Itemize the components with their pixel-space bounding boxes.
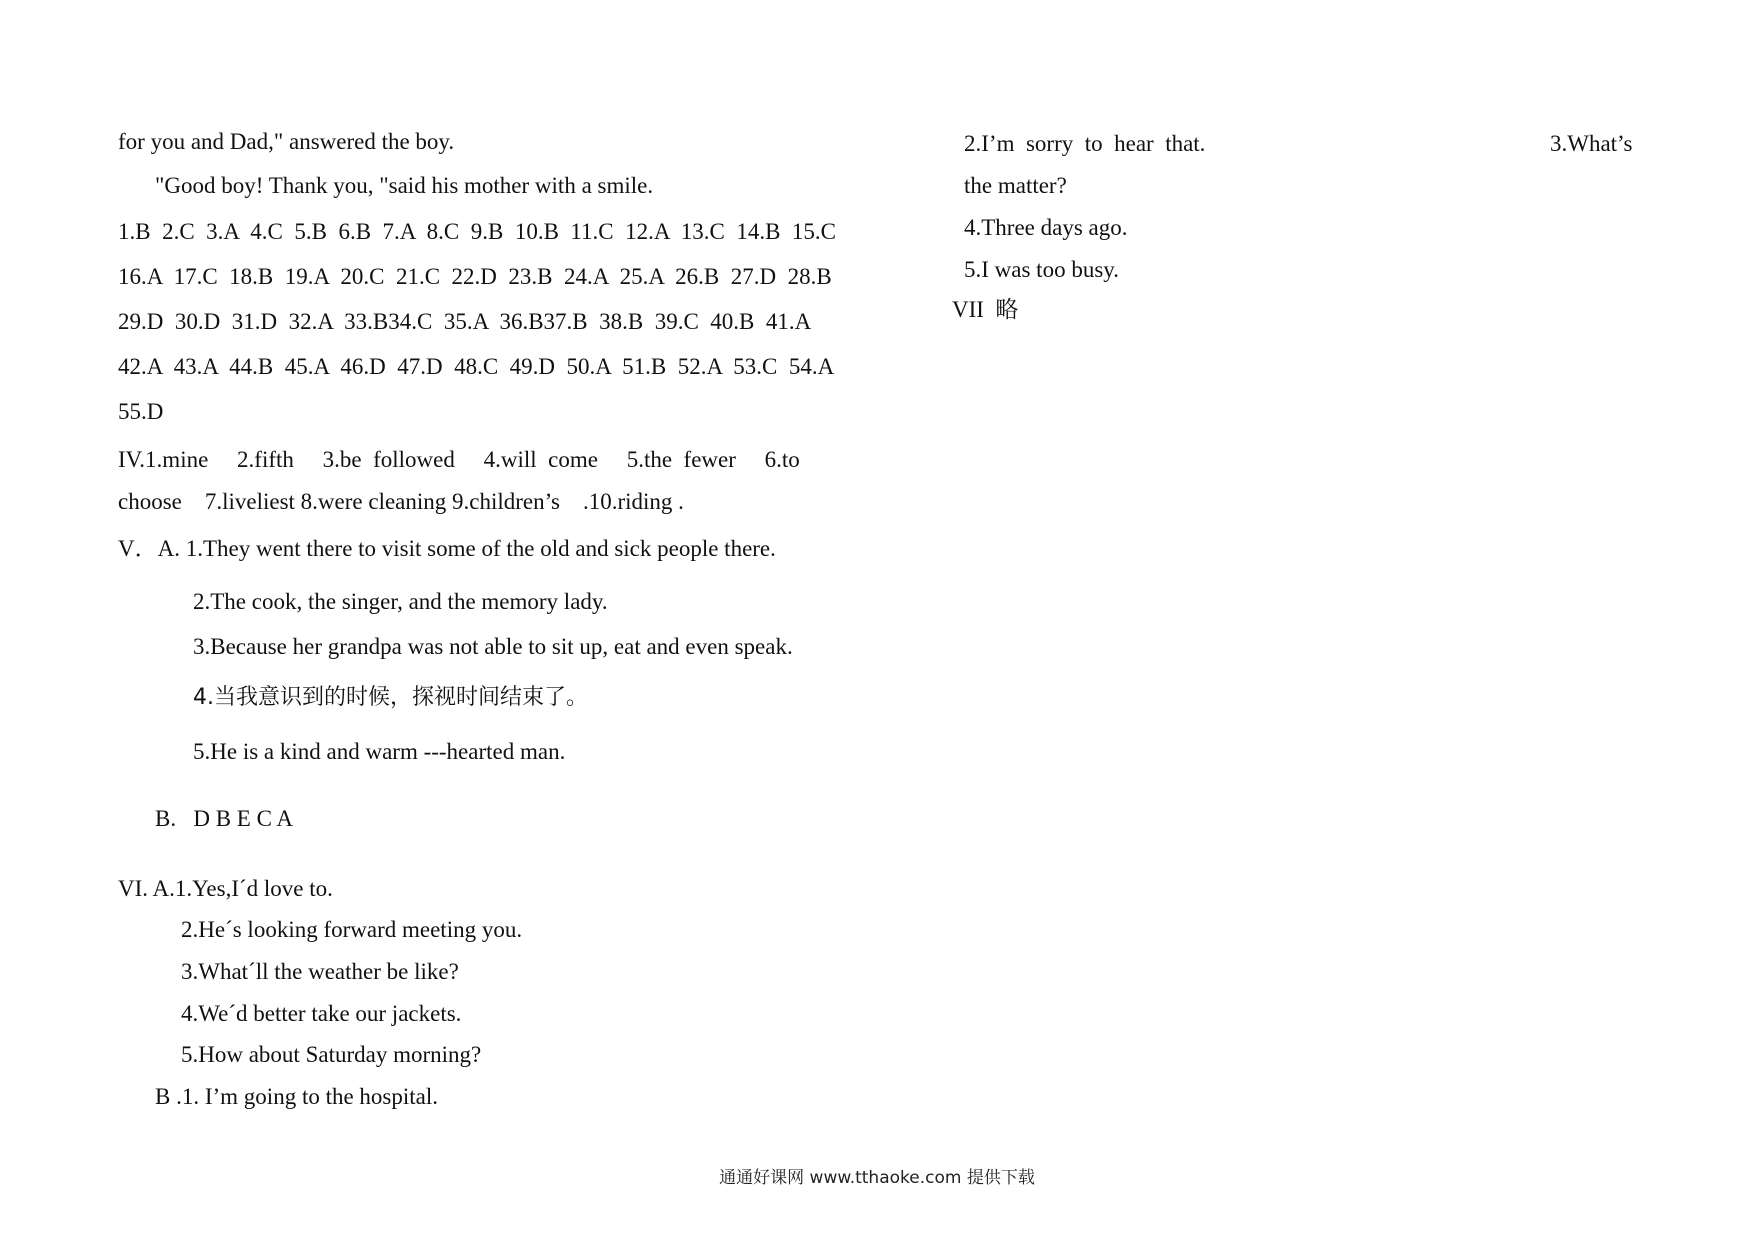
section-vi-b-2: 2.I’m sorry to hear that. [964,131,1206,156]
section-iv-line-1: IV.1.mine 2.fifth 3.be followed 4.will come 5.the fewer 6.to [118,447,800,472]
answers-row-5: 55.D [118,399,164,424]
section-v-a-4: 4.当我意识到的时候，探视时间结束了。 [193,685,588,710]
section-v-b: B. D B E C A [155,806,294,831]
section-vi-b-4: 4.Three days ago. [964,215,1128,240]
section-vi-b-3: 3.What’s [1550,131,1633,156]
section-iv-line-2: choose 7.liveliest 8.were cleaning 9.children’s .10.riding . [118,489,684,514]
answers-row-1: 1.B 2.C 3.A 4.C 5.B 6.B 7.A 8.C 9.B 10.B 11.C 12.A 13.C 14.B 15.C [118,219,837,244]
section-vi-b-1: B .1. I’m going to the hospital. [155,1084,439,1109]
section-vi-b-3-cont: the matter? [964,173,1067,198]
page-footer: 通通好课网 www.tthaoke.com 提供下载 [719,1168,1035,1188]
section-vi-a-1: VI. A.1.Yes,I´d love to. [118,876,333,901]
section-vii: VII 略 [952,297,1019,322]
answers-row-2: 16.A 17.C 18.B 19.A 20.C 21.C 22.D 23.B 24.A 25.A 26.B 27.D 28.B [118,264,832,289]
section-vi-a-2: 2.He´s looking forward meeting you. [181,917,523,942]
section-v-a-2: 2.The cook, the singer, and the memory lady. [193,589,608,614]
answers-row-4: 42.A 43.A 44.B 45.A 46.D 47.D 48.C 49.D 50.A 51.B 52.A 53.C 54.A [118,354,835,379]
text-line: "Good boy! Thank you, "said his mother with a smile. [155,173,654,198]
section-v-a-1: V．A. 1.They went there to visit some of the old and sick people there. [118,536,776,561]
section-vi-a-5: 5.How about Saturday morning? [181,1042,482,1067]
answers-row-3: 29.D 30.D 31.D 32.A 33.B34.C 35.A 36.B37.B 38.B 39.C 40.B 41.A [118,309,812,334]
section-vi-b-5: 5.I was too busy. [964,257,1120,282]
section-v-a-5: 5.He is a kind and warm ---hearted man. [193,739,566,764]
section-vi-a-3: 3.What´ll the weather be like? [181,959,459,984]
section-vi-a-4: 4.We´d better take our jackets. [181,1001,462,1026]
section-v-a-3: 3.Because her grandpa was not able to sit up, eat and even speak. [193,634,793,659]
text-line: for you and Dad," answered the boy. [118,129,455,154]
